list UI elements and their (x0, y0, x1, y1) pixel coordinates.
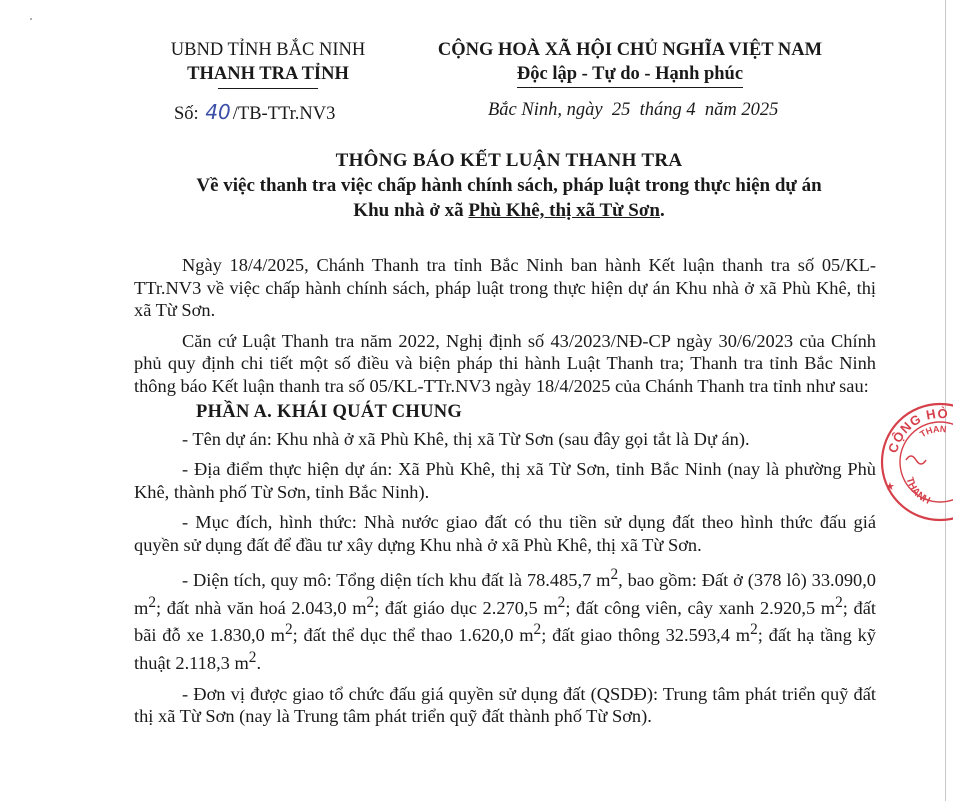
bullet-project-name: - Tên dự án: Khu nhà ở xã Phù Khê, thị xã Từ Sơn (sau đây gọi tắt là Dự án). (182, 428, 750, 449)
agency-parent: UBND TỈNH BẮC NINH (170, 40, 366, 60)
title-subject-location: Phù Khê, thị xã Từ Sơn (468, 200, 660, 221)
area-infrastructure: ; đất hạ tầng kỹ thuật 2.118,3 m (134, 625, 876, 673)
area-total: - Diện tích, quy mô: Tổng diện tích khu đất là 78.485,7 m (182, 570, 611, 591)
area-residential: , bao gồm: Đất ở (378 lô) 33.090,0 m (134, 570, 876, 618)
seal-star-icon: ★ (885, 481, 895, 493)
number-prefix: Số: (174, 104, 199, 124)
paragraph-legal-basis: Căn cứ Luật Thanh tra năm 2022, Nghị định số 43/2023/NĐ-CP ngày 30/6/2023 của Chính phủ quy định chi tiết một số điều và biện pháp thi hành Luật Thanh tra; Thanh tra tỉnh Bắc Ninh thông báo Kết luận thanh tra số 05/KL-TTr.NV3 ngày 18/4/2025 của Chánh Thanh tra tỉnh như sau: (134, 330, 876, 396)
number-suffix: /TB-TTr.NV3 (232, 104, 336, 124)
area-education: ; đất giáo dục 2.270,5 m (374, 597, 558, 618)
national-name: CỘNG HOÀ XÃ HỘI CHỦ NGHĨA VIỆT NAM (437, 40, 823, 60)
unit-sup: 2 (284, 621, 293, 639)
title-subject: Về việc thanh tra việc chấp hành chính sách, pháp luật trong thực hiện dự án (196, 175, 822, 196)
title-subject-line2 (118, 198, 900, 223)
seal-wave-icon (906, 456, 926, 464)
title-subject-prefix: Khu nhà ở xã (353, 200, 469, 221)
national-motto: Độc lập - Tự do - Hạnh phúc (517, 62, 743, 88)
document-number (174, 100, 335, 125)
agency-underline (218, 88, 318, 89)
paragraph-intro: Ngày 18/4/2025, Chánh Thanh tra tỉnh Bắc Ninh ban hành Kết luận thanh tra số 05/KL-TTr.NV3 về việc chấp hành chính sách, pháp luật trong thực hiện dự án Khu nhà ở xã Phù Khê, thị xã Từ Sơn. (134, 255, 876, 320)
area-sports: ; đất thể dục thể thao 1.620,0 m (292, 625, 534, 646)
agency-name: THANH TRA TỈNH (187, 64, 349, 84)
unit-sup: 2 (366, 593, 375, 611)
unit-sup: 2 (750, 621, 758, 639)
document-date: Bắc Ninh, ngày 25 tháng 4 năm 2025 (488, 100, 779, 120)
national-title-block (410, 38, 850, 88)
bullet-purpose: - Mục đích, hình thức: Nhà nước giao đất có thu tiền sử dụng đất theo hình thức đấu giá quyền sử dụng đất để đầu tư xây dựng Khu nhà ở xã Phù Khê, thị xã Từ Sơn. (134, 512, 876, 555)
document-body (134, 254, 876, 728)
handwritten-number: 40 (205, 100, 231, 124)
unit-sup: 2 (557, 593, 566, 611)
area-culture: ; đất nhà văn hoá 2.043,0 m (155, 597, 367, 618)
document-title (118, 148, 900, 223)
seal-text-inner: THAN (918, 423, 947, 440)
scan-speck (30, 18, 32, 20)
bullet-location: - Địa điểm thực hiện dự án: Xã Phù Khê, thị xã Từ Sơn, tỉnh Bắc Ninh (nay là phường Phù Khê, thành phố Từ Sơn, tỉnh Bắc Ninh). (134, 459, 876, 502)
official-seal-icon (876, 398, 953, 526)
unit-sup: 2 (610, 566, 619, 583)
unit-sup: 2 (835, 593, 843, 611)
area-end: . (256, 653, 262, 673)
title-subject-suffix: . (659, 200, 665, 221)
unit-sup: 2 (248, 648, 257, 666)
seal-text-bottom: THANH (903, 476, 932, 507)
bullet-auction-unit: - Đơn vị được giao tổ chức đấu giá quyền sử dụng đất (QSDĐ): Trung tâm phát triển quỹ đất thị xã Từ Sơn (nay là Trung tâm phát triển quỹ đất thành phố Từ Sơn). (134, 683, 876, 726)
unit-sup: 2 (533, 621, 542, 639)
area-park: ; đất công viên, cây xanh 2.920,5 m (565, 597, 836, 618)
title-main: THÔNG BÁO KẾT LUẬN THANH TRA (335, 150, 683, 171)
bullet-area (134, 564, 876, 675)
area-parking: ; đất bãi đỗ xe 1.830,0 m (134, 597, 876, 646)
area-traffic: ; đất giao thông 32.593,4 m (541, 625, 751, 646)
section-heading: PHẦN A. KHÁI QUÁT CHUNG (196, 402, 463, 422)
seal-text-top: CỘNG HÒ (885, 405, 950, 455)
issuing-agency-block (150, 38, 386, 89)
unit-sup: 2 (148, 593, 156, 611)
